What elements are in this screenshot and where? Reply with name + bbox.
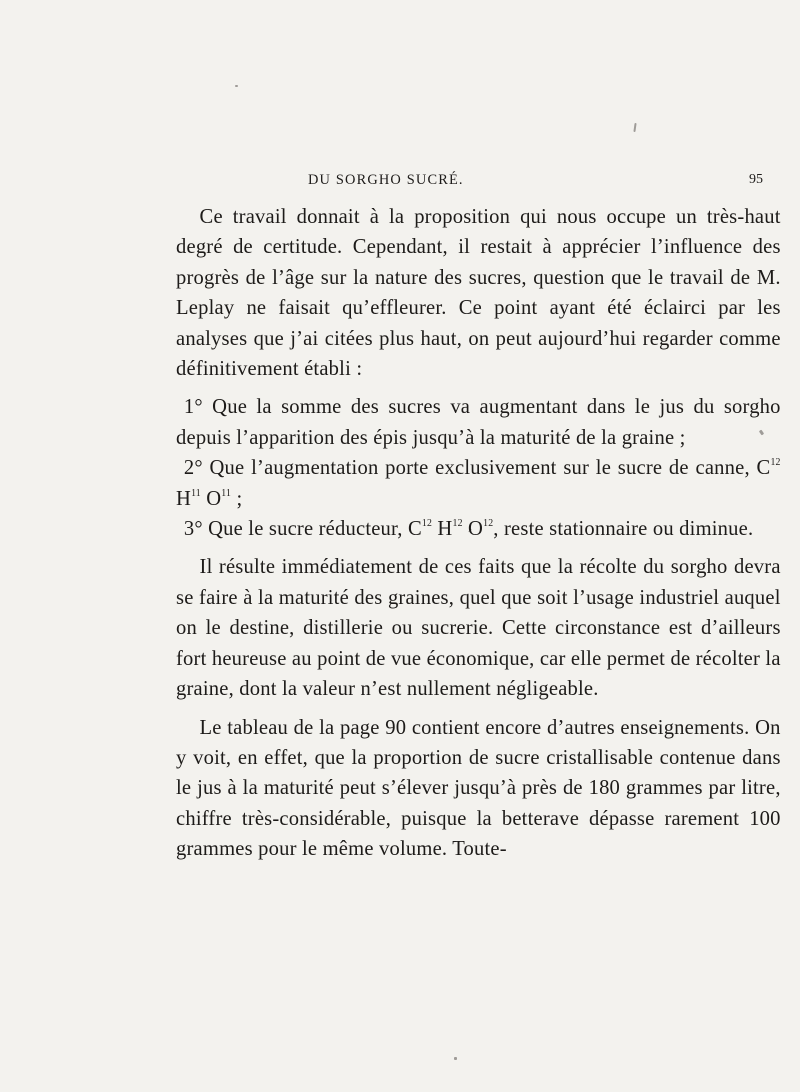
running-head — [175, 172, 793, 194]
list-item-3-text: 3° Que le sucre réducteur, C — [183, 516, 422, 541]
formula-element: O — [200, 485, 222, 510]
running-title: DU SORGHO SUCRÉ. — [308, 172, 464, 188]
formula-element: H — [176, 485, 192, 510]
list-item-2-text: 2° Que l’augmentation porte exclusivement sur le sucre de canne, C — [183, 455, 771, 480]
paragraph-intro: Ce travail donnait à la proposition qui nous occupe un très-haut degré de certitude. Cependant, il restait à apprécier l’influence des progrès de l’âge sur la nature des sucres, question que le travail de M. Leplay ne faisait qu’effleurer. Ce point ayant été éclairci par les analyses que j’ai citées plus haut, on peut aujourd’hui regarder comme définitivement établi : — [176, 204, 781, 381]
paragraph-harvest: Il résulte immédiatement de ces faits que la récolte du sorgho devra se faire à la maturité des graines, quel que soit l’usage industriel auquel on le destine, distillerie ou sucrerie. Cette circonstance est d’ailleurs fort heureuse au point de vue économique, car elle permet de récolter la graine, dont la valeur n’est nullement négligeable. — [176, 554, 781, 701]
formula-subscript: 12 — [452, 518, 463, 530]
formula-subscript: 11 — [191, 487, 201, 499]
list-item-3 — [176, 513, 781, 543]
print-speck — [235, 85, 238, 87]
paragraph-table: Le tableau de la page 90 contient encore d’autres enseignements. On y voit, en effet, que la proportion de sucre cristallisable contenue dans le jus à la maturité peut s’élever jusqu’à près de 180 grammes par litre, chiffre très-considérable, puisque la betterave dépasse rarement 100 grammes pour le même volume. Toute- — [176, 714, 781, 861]
formula-subscript: 12 — [483, 518, 494, 530]
print-speck — [454, 1057, 457, 1060]
formula-subscript: 12 — [770, 457, 781, 469]
list-item-3-end: , reste stationnaire ou diminue. — [493, 516, 754, 541]
formula-element: O — [462, 516, 484, 541]
list-item-2-end: ; — [231, 485, 243, 510]
list-item-2 — [176, 452, 781, 513]
formula-subscript: 11 — [221, 487, 232, 499]
list-item-1: 1° Que la somme des sucres va augmentant dans le jus du sorgho depuis l’apparition des épis jusqu’à la maturité de la graine ; — [176, 394, 781, 449]
print-speck — [633, 123, 636, 132]
body-text — [176, 201, 781, 864]
page-number: 95 — [749, 172, 763, 187]
formula-subscript: 12 — [421, 518, 433, 530]
formula-element: H — [432, 516, 453, 541]
